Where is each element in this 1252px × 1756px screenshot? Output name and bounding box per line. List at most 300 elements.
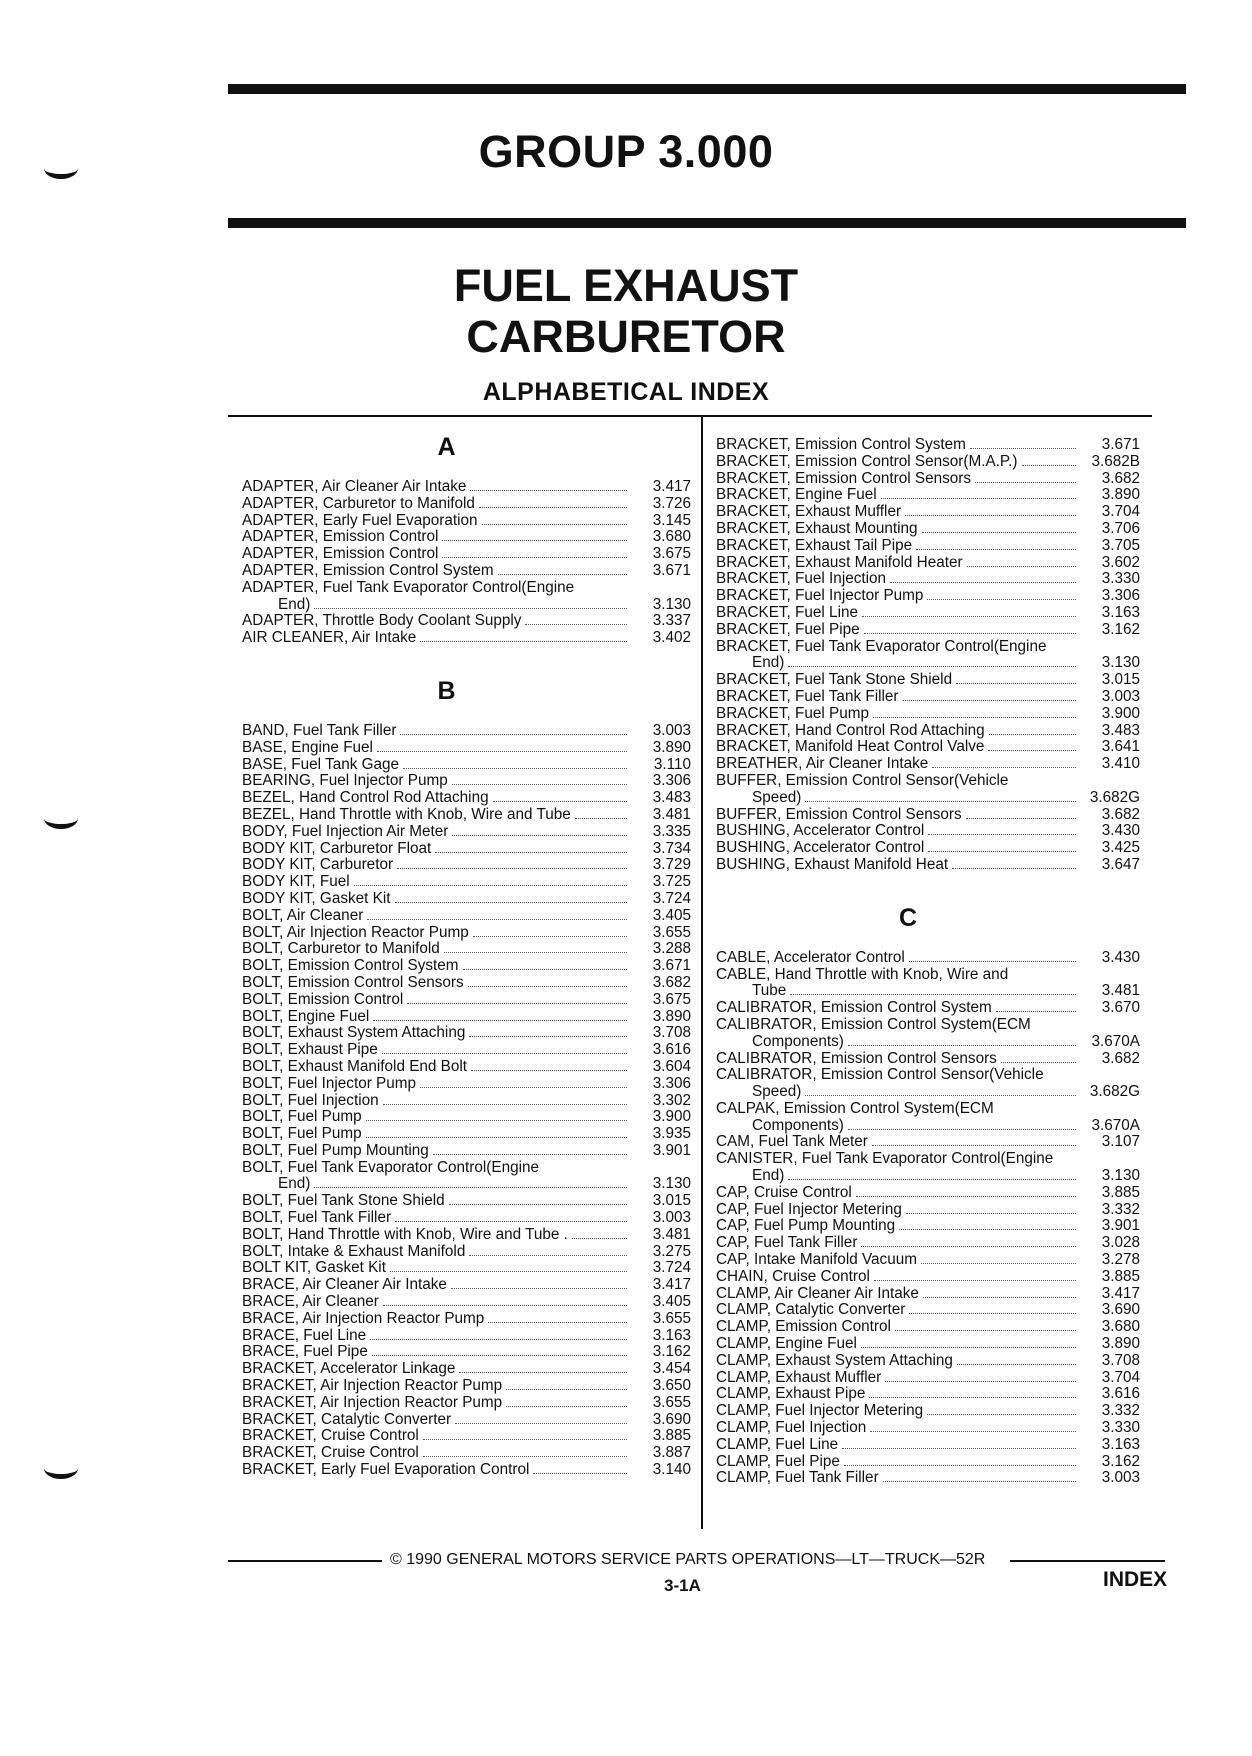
column-divider — [701, 417, 703, 1529]
index-entry — [716, 1235, 1140, 1252]
dot-leader — [881, 488, 1076, 499]
index-entry — [716, 739, 1140, 756]
dot-leader — [471, 1060, 627, 1071]
dot-leader — [451, 1278, 627, 1289]
entry-name: Speed) — [752, 1083, 802, 1101]
dot-leader — [903, 690, 1077, 701]
entry-name: BRACKET, Cruise Control — [242, 1444, 419, 1462]
index-entry — [242, 1395, 691, 1412]
entry-name: BRACKET, Fuel Pump — [716, 704, 870, 722]
entry-page-ref: 3.335 — [652, 822, 691, 840]
entry-name: BOLT, Fuel Tank Evaporator Control(Engine — [242, 1158, 540, 1176]
dot-leader — [805, 1085, 1076, 1096]
index-entry — [716, 1420, 1140, 1437]
entry-name: BRACE, Fuel Line — [242, 1326, 367, 1344]
entry-page-ref: 3.330 — [1101, 1419, 1140, 1437]
entry-page-ref: 3.704 — [1101, 503, 1140, 521]
dot-leader — [452, 774, 627, 785]
entry-page-ref: 3.602 — [1101, 553, 1140, 571]
index-entry — [242, 1143, 691, 1160]
entry-page-ref: 3.410 — [1101, 755, 1140, 773]
index-entry — [716, 437, 1140, 454]
entry-name: CAP, Intake Manifold Vacuum — [716, 1251, 917, 1269]
index-entry — [716, 588, 1140, 605]
index-entry — [242, 975, 691, 992]
dot-leader — [921, 1253, 1076, 1264]
entry-name: CLAMP, Exhaust Muffler — [716, 1368, 882, 1386]
dot-leader — [433, 1144, 627, 1155]
entry-name: BRACKET, Air Injection Reactor Pump — [242, 1377, 503, 1395]
entry-name: BRACKET, Emission Control System — [716, 436, 966, 453]
punch-hole-mark — [44, 1458, 78, 1479]
top-rule-bar — [228, 84, 1186, 94]
index-entry — [242, 941, 691, 958]
dot-leader — [395, 1211, 627, 1222]
entry-name: BRACKET, Fuel Tank Filler — [716, 687, 899, 705]
entry-page-ref: 3.130 — [652, 1175, 691, 1193]
dot-leader — [373, 1010, 627, 1021]
entry-page-ref: 3.671 — [652, 957, 691, 975]
entry-page-ref: 3.900 — [1101, 704, 1140, 722]
entry-page-ref: 3.145 — [652, 511, 691, 529]
entry-name: BOLT, Exhaust Manifold End Bolt — [242, 1057, 468, 1075]
dot-leader — [862, 606, 1076, 617]
index-entry — [716, 504, 1140, 521]
spacer — [242, 664, 691, 681]
index-entry — [242, 1193, 691, 1210]
dot-leader — [575, 808, 627, 819]
dot-leader — [463, 959, 628, 970]
spacer — [242, 647, 691, 664]
dot-leader — [788, 656, 1076, 667]
entry-name: BOLT, Fuel Injector Pump — [242, 1074, 417, 1092]
entry-name: CLAMP, Fuel Pipe — [716, 1452, 840, 1470]
entry-name: BRACKET, Cruise Control — [242, 1427, 419, 1445]
index-entry — [242, 1227, 691, 1244]
entry-name: BRACKET, Early Fuel Evaporation Control — [242, 1461, 530, 1479]
entry-page-ref: 3.163 — [652, 1326, 691, 1344]
entry-page-ref: 3.402 — [652, 629, 691, 647]
dot-leader — [470, 480, 627, 491]
dot-leader — [988, 740, 1076, 751]
index-column-left — [242, 433, 691, 1479]
entry-page-ref: 3.337 — [652, 612, 691, 630]
footer-rule-right — [1010, 1560, 1165, 1562]
index-entry — [716, 622, 1140, 639]
dot-leader — [473, 926, 627, 937]
entry-name: CAP, Fuel Tank Filler — [716, 1234, 858, 1252]
entry-name: BRACKET, Fuel Tank Evaporator Control(Engine — [716, 637, 1047, 655]
dot-leader — [883, 1471, 1076, 1482]
dot-leader — [956, 673, 1076, 684]
entry-page-ref: 3.454 — [652, 1360, 691, 1378]
index-entry — [716, 672, 1140, 689]
entry-page-ref: 3.003 — [652, 1209, 691, 1227]
entry-name: BUSHING, Accelerator Control — [716, 839, 925, 857]
entry-name: BRACKET, Exhaust Manifold Heater — [716, 553, 963, 571]
index-entry — [242, 597, 691, 614]
index-entry — [242, 630, 691, 647]
dot-leader — [916, 539, 1076, 550]
entry-name: Components) — [752, 1116, 844, 1134]
entry-name: BOLT, Hand Throttle with Knob, Wire and Tube . — [242, 1225, 568, 1243]
entry-name: BRACE, Air Cleaner Air Intake — [242, 1276, 447, 1294]
entry-page-ref: 3.306 — [1101, 587, 1140, 605]
dot-leader — [927, 1404, 1076, 1415]
entry-name: BODY KIT, Carburetor — [242, 856, 394, 874]
entry-page-ref: 3.671 — [652, 561, 691, 579]
entry-name: BOLT, Fuel Pump — [242, 1108, 362, 1126]
entry-page-ref: 3.430 — [1101, 948, 1140, 966]
index-entry-line — [242, 580, 691, 597]
entry-page-ref: 3.890 — [652, 738, 691, 756]
entry-name: BRACKET, Air Injection Reactor Pump — [242, 1393, 503, 1411]
dot-leader — [498, 564, 627, 575]
page-title — [0, 260, 1252, 362]
dot-leader — [435, 842, 627, 853]
entry-name: BODY KIT, Carburetor Float — [242, 839, 432, 857]
dot-leader — [383, 1094, 627, 1105]
dot-leader — [905, 505, 1076, 516]
entry-name: BUSHING, Accelerator Control — [716, 822, 925, 840]
section-letter: C — [898, 903, 918, 932]
index-entry — [242, 613, 691, 630]
index-entry — [242, 1311, 691, 1328]
section-letter: A — [437, 433, 456, 461]
entry-page-ref: 3.604 — [652, 1057, 691, 1075]
dot-leader — [952, 858, 1076, 869]
index-entry — [242, 992, 691, 1009]
entry-page-ref: 3.162 — [1101, 1452, 1140, 1470]
dot-leader — [372, 1345, 627, 1356]
entry-page-ref: 3.682 — [652, 973, 691, 991]
dot-leader — [970, 438, 1076, 449]
entry-name: CAP, Cruise Control — [716, 1183, 852, 1201]
entry-page-ref: 3.680 — [1101, 1318, 1140, 1336]
title-line-2: CARBURETOR — [466, 311, 786, 362]
index-entry — [716, 1185, 1140, 1202]
entry-name: AIR CLEANER, Air Intake — [242, 629, 417, 647]
index-entry — [242, 790, 691, 807]
entry-name: CAM, Fuel Tank Meter — [716, 1133, 868, 1151]
dot-leader — [314, 1177, 627, 1188]
entry-name: ADAPTER, Emission Control System — [242, 561, 494, 579]
index-entry — [242, 1076, 691, 1093]
dot-leader — [403, 758, 627, 769]
dot-leader — [966, 808, 1076, 819]
entry-name: BEARING, Fuel Injector Pump — [242, 772, 448, 790]
index-entry — [242, 857, 691, 874]
index-entry — [242, 529, 691, 546]
entry-page-ref: 3.417 — [652, 478, 691, 495]
title-line-1: FUEL EXHAUST — [453, 260, 799, 311]
entry-page-ref: 3.163 — [1101, 603, 1140, 621]
entry-page-ref: 3.890 — [1101, 1335, 1140, 1353]
section-label: INDEX — [1103, 1568, 1168, 1591]
index-entry — [242, 740, 691, 757]
dot-leader — [890, 572, 1076, 583]
index-entry — [242, 1176, 691, 1193]
entry-page-ref: 3.655 — [652, 1393, 691, 1411]
entry-page-ref: 3.724 — [652, 1259, 691, 1277]
index-entry — [242, 1009, 691, 1026]
index-entry — [716, 706, 1140, 723]
dot-leader — [482, 514, 628, 525]
index-entry — [716, 1218, 1140, 1235]
entry-name: ADAPTER, Air Cleaner Air Intake — [242, 478, 467, 495]
entry-page-ref: 3.275 — [652, 1242, 691, 1260]
entry-name: CHAIN, Cruise Control — [716, 1267, 870, 1285]
dot-leader — [844, 1455, 1076, 1466]
dot-leader — [870, 1421, 1076, 1432]
entry-page-ref: 3.616 — [1101, 1385, 1140, 1403]
entry-name: CLAMP, Fuel Injector Metering — [716, 1402, 924, 1420]
index-entry-line — [716, 1067, 1140, 1084]
entry-page-ref: 3.306 — [652, 1074, 691, 1092]
middle-rule-bar — [228, 218, 1186, 228]
entry-name: CLAMP, Engine Fuel — [716, 1335, 857, 1353]
entry-page-ref: 3.430 — [1101, 822, 1140, 840]
entry-name: CALIBRATOR, Emission Control System(ECM — [716, 1015, 1031, 1033]
entry-page-ref: 3.935 — [652, 1125, 691, 1143]
entry-page-ref: 3.405 — [652, 906, 691, 924]
index-entry — [716, 723, 1140, 740]
entry-page-ref: 3.734 — [652, 839, 691, 857]
index-entry — [716, 1084, 1140, 1101]
group-title: GROUP 3.000 — [478, 126, 774, 177]
dot-leader — [423, 1429, 627, 1440]
entry-page-ref: 3.278 — [1101, 1251, 1140, 1269]
dot-leader — [848, 1035, 1076, 1046]
entry-page-ref: 3.887 — [652, 1444, 691, 1462]
entry-page-ref: 3.302 — [652, 1091, 691, 1109]
index-entry-line — [716, 639, 1140, 656]
entry-page-ref: 3.483 — [652, 789, 691, 807]
dot-leader — [420, 631, 627, 642]
dot-leader — [996, 1001, 1076, 1012]
index-entry — [242, 1328, 691, 1345]
entry-name: BUSHING, Exhaust Manifold Heat — [716, 855, 949, 873]
dot-leader — [377, 741, 627, 752]
dot-leader — [899, 1219, 1076, 1230]
entry-name: Components) — [752, 1032, 844, 1050]
index-entry — [242, 891, 691, 908]
entry-name: BOLT, Emission Control Sensors — [242, 973, 464, 991]
index-entry — [242, 1428, 691, 1445]
index-entry — [242, 1126, 691, 1143]
index-entry — [716, 1437, 1140, 1454]
entry-name: BREATHER, Air Cleaner Intake — [716, 755, 929, 773]
entry-page-ref: 3.682 — [1101, 805, 1140, 823]
dot-leader — [805, 791, 1076, 802]
entry-name: ADAPTER, Fuel Tank Evaporator Control(Engine — [242, 578, 575, 596]
index-entry — [242, 1244, 691, 1261]
dot-leader — [468, 976, 627, 987]
dot-leader — [390, 1261, 627, 1272]
entry-name: BRACKET, Fuel Line — [716, 603, 858, 621]
index-entry — [242, 1412, 691, 1429]
entry-page-ref: 3.885 — [1101, 1183, 1140, 1201]
dot-leader — [885, 1371, 1076, 1382]
dot-leader — [989, 724, 1076, 735]
entry-page-ref: 3.288 — [652, 940, 691, 958]
entry-name: End) — [752, 654, 785, 672]
entry-name: BUFFER, Emission Control Sensors — [716, 805, 962, 823]
index-entry — [242, 1277, 691, 1294]
dot-leader — [932, 757, 1076, 768]
entry-page-ref: 3.708 — [652, 1024, 691, 1042]
entry-name: BOLT, Fuel Pump — [242, 1125, 362, 1143]
index-entry — [716, 689, 1140, 706]
index-entry — [716, 605, 1140, 622]
dot-leader — [533, 1463, 627, 1474]
entry-page-ref: 3.706 — [1101, 519, 1140, 537]
entry-name: BRACKET, Emission Control Sensor(M.A.P.) — [716, 452, 1018, 470]
entry-name: CLAMP, Fuel Injection — [716, 1419, 867, 1437]
entry-name: CLAMP, Exhaust Pipe — [716, 1385, 866, 1403]
index-entry — [242, 874, 691, 891]
entry-name: ADAPTER, Carburetor to Manifold — [242, 494, 475, 512]
entry-page-ref: 3.417 — [652, 1276, 691, 1294]
entry-name: Tube — [752, 982, 787, 1000]
index-entry — [716, 1051, 1140, 1068]
entry-name: BOLT, Exhaust System Attaching — [242, 1024, 466, 1042]
dot-leader — [506, 1379, 627, 1390]
dot-leader — [420, 1077, 627, 1088]
entry-name: BOLT, Emission Control System — [242, 957, 459, 975]
dot-leader — [927, 589, 1076, 600]
index-entry — [242, 1445, 691, 1462]
dot-leader — [506, 1396, 627, 1407]
entry-name: BODY KIT, Fuel — [242, 873, 350, 891]
index-entry — [716, 1370, 1140, 1387]
dot-leader — [395, 892, 628, 903]
entry-name: BRACKET, Engine Fuel — [716, 486, 877, 504]
entry-page-ref: 3.690 — [652, 1410, 691, 1428]
entry-name: CLAMP, Air Cleaner Air Intake — [716, 1284, 919, 1302]
index-entry-line — [242, 1160, 691, 1177]
entry-page-ref: 3.655 — [652, 923, 691, 941]
index-entry — [242, 958, 691, 975]
footer-copyright: © 1990 GENERAL MOTORS SERVICE PARTS OPERATIONS—LT—TRUCK—52R — [390, 1551, 986, 1568]
entry-name: BRACKET, Accelerator Linkage — [242, 1360, 456, 1378]
dot-leader — [869, 1387, 1076, 1398]
index-entry — [716, 487, 1140, 504]
entry-name: End) — [752, 1167, 785, 1185]
index-entry — [242, 479, 691, 496]
index-entry — [716, 1000, 1140, 1017]
entry-page-ref: 3.682G — [1089, 1083, 1140, 1101]
dot-leader — [479, 497, 627, 508]
entry-name: CALIBRATOR, Emission Control Sensors — [716, 1049, 997, 1067]
entry-name: CLAMP, Exhaust System Attaching — [716, 1351, 953, 1369]
entry-page-ref: 3.481 — [1101, 982, 1140, 1000]
entry-name: ADAPTER, Emission Control — [242, 528, 439, 546]
dot-leader — [525, 614, 627, 625]
entry-page-ref: 3.306 — [652, 772, 691, 790]
entry-page-ref: 3.682 — [1101, 1049, 1140, 1067]
entry-page-ref: 3.682 — [1101, 469, 1140, 487]
index-entry — [242, 1042, 691, 1059]
index-entry — [242, 496, 691, 513]
entry-page-ref: 3.140 — [652, 1461, 691, 1479]
dot-leader — [790, 984, 1076, 995]
index-entry — [242, 1109, 691, 1126]
index-entry — [716, 950, 1140, 967]
punch-hole-mark — [44, 808, 78, 829]
footer-rule-left — [228, 1560, 382, 1562]
entry-name: CALIBRATOR, Emission Control System — [716, 999, 992, 1017]
index-entry — [242, 841, 691, 858]
dot-leader — [923, 1287, 1076, 1298]
entry-page-ref: 3.675 — [652, 545, 691, 563]
entry-page-ref: 3.680 — [652, 528, 691, 546]
dot-leader — [874, 1270, 1076, 1281]
entry-name: BUFFER, Emission Control Sensor(Vehicle — [716, 771, 1009, 789]
index-entry — [716, 555, 1140, 572]
entry-page-ref: 3.890 — [652, 1007, 691, 1025]
index-entry-line — [716, 1151, 1140, 1168]
dot-leader — [788, 1169, 1076, 1180]
entry-name: ADAPTER, Early Fuel Evaporation — [242, 511, 478, 529]
spacer — [716, 891, 1140, 908]
entry-page-ref: 3.725 — [652, 873, 691, 891]
index-entry — [716, 1269, 1140, 1286]
index-entry — [716, 1353, 1140, 1370]
dot-leader — [444, 942, 627, 953]
entry-page-ref: 3.671 — [1101, 436, 1140, 453]
section-letter: B — [437, 676, 456, 705]
entry-page-ref: 3.885 — [1101, 1267, 1140, 1285]
entry-name: BRACKET, Catalytic Converter — [242, 1410, 452, 1428]
entry-page-ref: 3.162 — [1101, 620, 1140, 638]
index-entry — [242, 1344, 691, 1361]
page-number: 3-1A — [664, 1576, 701, 1595]
index-entry — [716, 756, 1140, 773]
entry-page-ref: 3.110 — [653, 755, 691, 773]
entry-page-ref: 3.641 — [1101, 738, 1140, 756]
entry-name: BOLT, Fuel Tank Stone Shield — [242, 1192, 445, 1210]
entry-name: CAP, Fuel Pump Mounting — [716, 1217, 896, 1235]
entry-name: Speed) — [752, 788, 802, 806]
index-entry — [716, 840, 1140, 857]
entry-page-ref: 3.704 — [1101, 1368, 1140, 1386]
entry-page-ref: 3.900 — [652, 1108, 691, 1126]
entry-name: BRACKET, Exhaust Muffler — [716, 503, 902, 521]
entry-page-ref: 3.332 — [1101, 1402, 1140, 1420]
index-entry — [716, 790, 1140, 807]
entry-page-ref: 3.655 — [652, 1309, 691, 1327]
index-entry — [242, 908, 691, 925]
index-entry — [242, 1260, 691, 1277]
dot-leader — [366, 1127, 627, 1138]
index-entry — [716, 1302, 1140, 1319]
entry-page-ref: 3.726 — [652, 494, 691, 512]
index-entry — [242, 807, 691, 824]
entry-name: BOLT, Exhaust Pipe — [242, 1041, 378, 1059]
entry-page-ref: 3.885 — [652, 1427, 691, 1445]
index-header-rule — [228, 415, 1152, 417]
entry-name: BOLT KIT, Gasket Kit — [242, 1259, 386, 1277]
index-column-right — [716, 437, 1140, 1487]
index-entry — [242, 1025, 691, 1042]
index-entry — [716, 1454, 1140, 1471]
dot-leader — [442, 530, 627, 541]
entry-name: BODY, Fuel Injection Air Meter — [242, 822, 449, 840]
entry-page-ref: 3.483 — [1101, 721, 1140, 739]
entry-page-ref: 3.670A — [1091, 1116, 1140, 1134]
index-entry — [716, 1470, 1140, 1487]
